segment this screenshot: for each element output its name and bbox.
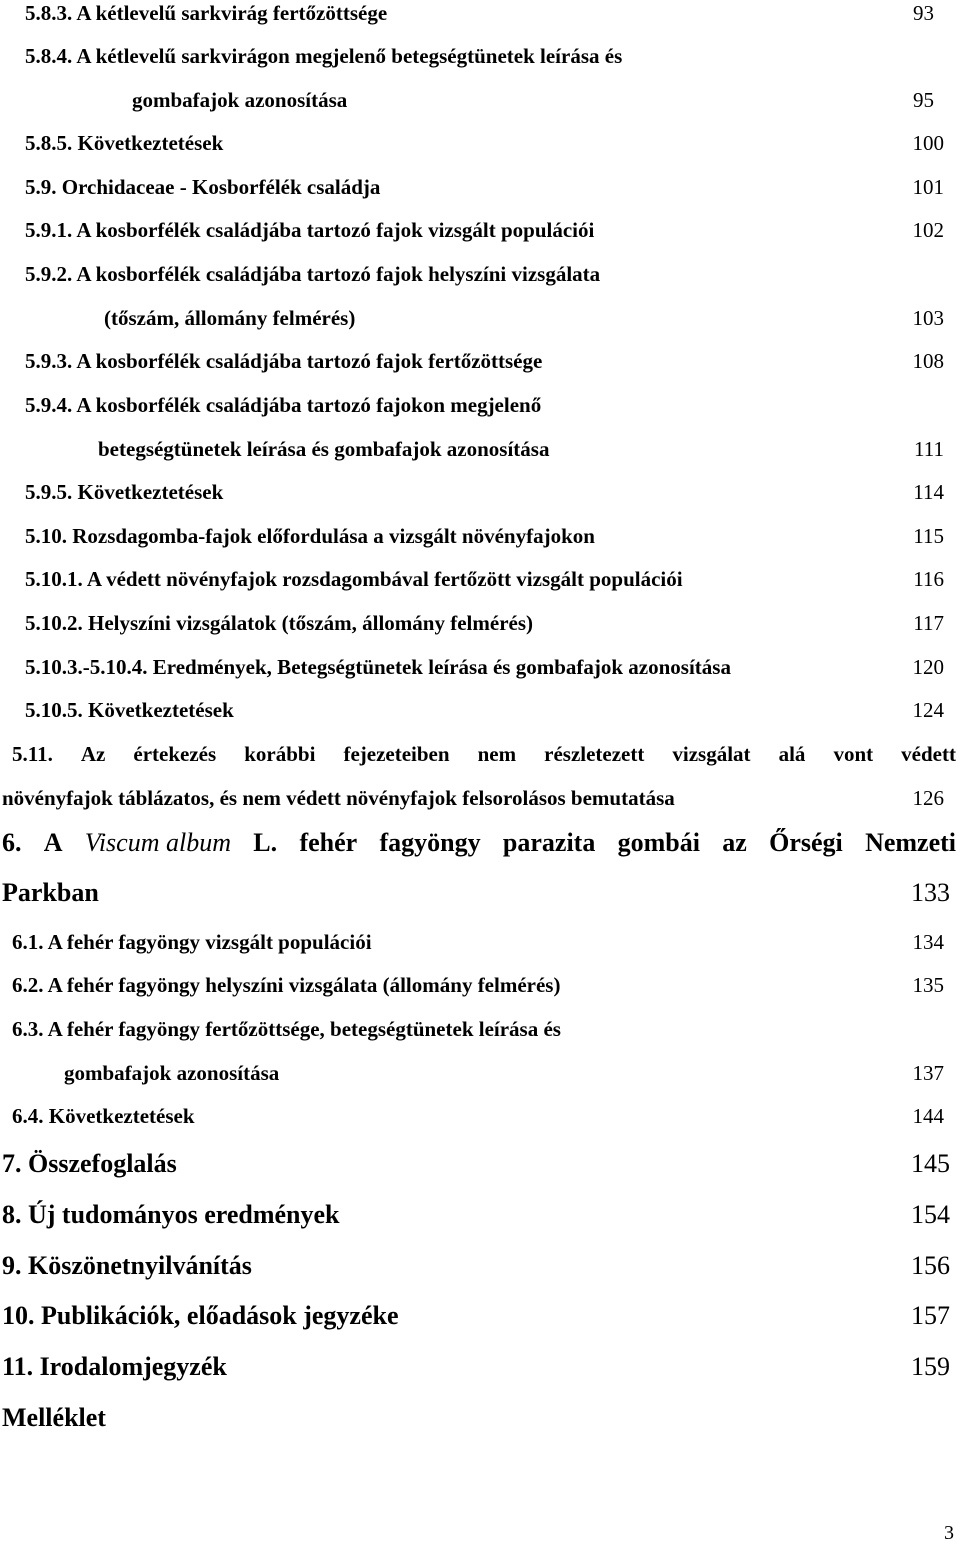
toc-entry-5-10-5: 5.10.5. Következtetések [25, 698, 234, 722]
toc-word: részletezett [544, 742, 645, 766]
toc-entry-6-3-cont: gombafajok azonosítása [64, 1061, 280, 1085]
toc-word: fehér [299, 828, 358, 857]
toc-page-6-3: 137 [912, 1061, 944, 1085]
toc-page-5-9-2: 103 [912, 306, 944, 330]
toc-page-5-10-2: 117 [913, 611, 944, 635]
toc-page-11: 159 [911, 1352, 950, 1381]
toc-page-6-1: 134 [912, 930, 944, 954]
toc-entry-6-1: 6.1. A fehér fagyöngy vizsgált populációi [12, 930, 372, 954]
toc-word: L. [253, 828, 278, 857]
toc-entry-6-4: 6.4. Következtetések [12, 1104, 195, 1128]
toc-page-5-9-5: 114 [913, 480, 944, 504]
toc-page-5-8-4: 95 [913, 88, 934, 112]
toc-page-5-9-3: 108 [912, 349, 944, 373]
toc-entry-5-10: 5.10. Rozsdagomba-fajok előfordulása a vizsgált növényfajokon [25, 524, 595, 548]
toc-word: vont [833, 742, 874, 766]
toc-entry-5-8-3: 5.8.3. A kétlevelű sarkvirág fertőzöttsége [25, 1, 388, 25]
toc-entry-5-9-4: 5.9.4. A kosborfélék családjába tartozó fajokon megjelenő [25, 393, 542, 417]
toc-word: alá [778, 742, 806, 766]
toc-entry-5-9-2-cont: (tőszám, állomány felmérés) [104, 306, 356, 330]
toc-entry-5-9-4-cont: betegségtünetek leírása és gombafajok azonosítása [98, 437, 550, 461]
toc-chapter-6 [2, 827, 956, 859]
toc-page-9: 156 [911, 1251, 950, 1280]
toc-page-5-9: 101 [912, 175, 944, 199]
toc-word: Az [80, 742, 106, 766]
toc-entry-6-2: 6.2. A fehér fagyöngy helyszíni vizsgálata (állomány felmérés) [12, 973, 561, 997]
toc-chapter-11: 11. Irodalomjegyzék [2, 1352, 227, 1381]
toc-word: 5.11. [12, 742, 53, 766]
toc-entry-5-8-4: 5.8.4. A kétlevelű sarkvirágon megjelenő betegségtünetek leírása és [25, 44, 623, 68]
toc-entry-5-10-1: 5.10.1. A védett növényfajok rozsdagombával fertőzött vizsgált populációi [25, 567, 683, 591]
toc-page-8: 154 [911, 1200, 950, 1229]
toc-entry-6-3: 6.3. A fehér fagyöngy fertőzöttsége, betegségtünetek leírása és [12, 1017, 561, 1041]
toc-italic-species: Viscum album [84, 828, 231, 857]
toc-page-5-10-1: 116 [913, 567, 944, 591]
toc-chapter-10: 10. Publikációk, előadások jegyzéke [2, 1301, 399, 1330]
toc-page-5-10-3: 120 [912, 655, 944, 679]
page-number: 3 [944, 1522, 954, 1544]
toc-entry-5-9-5: 5.9.5. Következtetések [25, 480, 224, 504]
toc-entry-5-9: 5.9. Orchidaceae - Kosborfélék családja [25, 175, 381, 199]
toc-entry-5-11-cont: növényfajok táblázatos, és nem védett növényfajok felsorolásos bemutatása [2, 786, 675, 810]
toc-chapter-9: 9. Köszönetnyilvánítás [2, 1251, 252, 1280]
toc-entry-5-10-3: 5.10.3.-5.10.4. Eredmények, Betegségtünetek leírása és gombafajok azonosítása [25, 655, 731, 679]
toc-chapter-8: 8. Új tudományos eredmények [2, 1200, 340, 1229]
toc-word: A [43, 828, 63, 857]
toc-word: nem [477, 742, 517, 766]
toc-page-5-10-5: 124 [912, 698, 944, 722]
toc-page-6-4: 144 [912, 1104, 944, 1128]
toc-entry-5-11 [12, 741, 956, 767]
toc-entry-5-9-3: 5.9.3. A kosborfélék családjába tartozó fajok fertőzöttsége [25, 349, 543, 373]
toc-word: Nemzeti [865, 828, 956, 857]
toc-page-6: 133 [911, 878, 950, 907]
toc-word: 6. [2, 828, 22, 857]
toc-page-6-2: 135 [912, 973, 944, 997]
toc-word: vizsgálat [672, 742, 751, 766]
toc-entry-5-9-1: 5.9.1. A kosborfélék családjába tartozó fajok vizsgált populációi [25, 218, 595, 242]
toc-chapter-6-cont: Parkban [2, 878, 99, 907]
toc-appendix: Melléklet [2, 1403, 106, 1432]
toc-word: korábbi [244, 742, 316, 766]
toc-page-10: 157 [911, 1301, 950, 1330]
toc-word: gombái [617, 828, 700, 857]
toc-entry-5-8-5: 5.8.5. Következtetések [25, 131, 224, 155]
toc-page-5-10: 115 [913, 524, 944, 548]
toc-page-7: 145 [911, 1149, 950, 1178]
toc-word: védett [901, 742, 956, 766]
toc-page-5-8-5: 100 [912, 131, 944, 155]
toc-entry-5-8-4-cont: gombafajok azonosítása [132, 88, 348, 112]
toc-word: fejezeteiben [343, 742, 450, 766]
toc-page-5-9-1: 102 [912, 218, 944, 242]
toc-page-5-9-4: 111 [914, 437, 944, 461]
toc-page-5-8-3: 93 [913, 1, 934, 25]
toc-word: fagyöngy [379, 828, 481, 857]
toc-word: értekezés [133, 742, 217, 766]
toc-word: Őrségi [769, 828, 843, 857]
toc-word: parazita [502, 828, 596, 857]
toc-entry-5-9-2: 5.9.2. A kosborfélék családjába tartozó fajok helyszíni vizsgálata [25, 262, 601, 286]
toc-entry-5-10-2: 5.10.2. Helyszíni vizsgálatok (tőszám, állomány felmérés) [25, 611, 533, 635]
toc-page-5-11: 126 [912, 786, 944, 810]
toc-chapter-7: 7. Összefoglalás [2, 1149, 177, 1178]
toc-word: az [722, 828, 747, 857]
